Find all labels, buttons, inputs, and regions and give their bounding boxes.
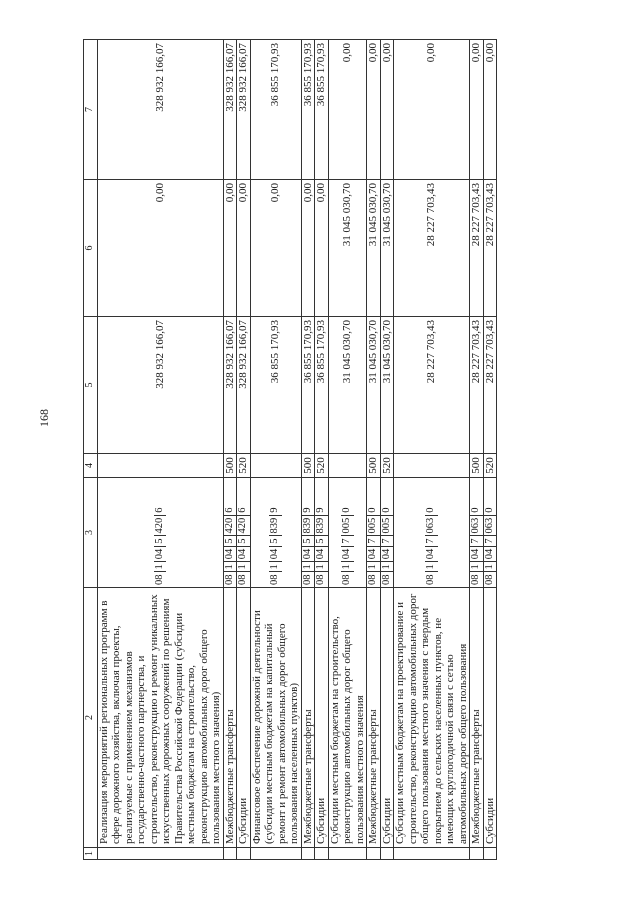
amount-cell-col7: 0,00: [483, 40, 497, 180]
code-segment: 0: [470, 507, 481, 513]
target-code-cell: [328, 478, 367, 588]
target-code-cell: [315, 478, 329, 588]
amount-cell-col5: 36 855 170,93: [250, 317, 301, 454]
amount-cell-col5: 328 932 166,07: [223, 317, 237, 454]
description-cell: Субсидии: [483, 588, 497, 848]
amount-cell-col5: 28 227 703,43: [470, 317, 484, 454]
code-segment: 5: [269, 536, 282, 546]
target-code-cell: [97, 478, 223, 588]
code-segment: 7: [425, 536, 438, 546]
code-segment: 063: [484, 515, 497, 536]
code-segment: 1: [341, 561, 354, 571]
row-number-cell: [367, 848, 381, 860]
amount-cell-col5: 28 227 703,43: [483, 317, 497, 454]
code-segment: 08: [470, 572, 483, 588]
description-cell: Межбюджетные трансферты: [367, 588, 381, 848]
amount-cell-col6: 28 227 703,43: [394, 180, 470, 317]
target-code-cell: [301, 478, 315, 588]
code-segment: 08: [224, 572, 237, 588]
code-segment: 5: [154, 536, 167, 546]
amount-cell-col5: 36 855 170,93: [301, 317, 315, 454]
expense-type-cell: 500: [470, 454, 484, 478]
amount-cell-col6: 0,00: [315, 180, 329, 317]
table-row: [328, 40, 367, 860]
amount-cell-col7: 328 932 166,07: [237, 40, 251, 180]
code-segment: 005: [381, 515, 394, 536]
expense-type-cell: 520: [483, 454, 497, 478]
code-segment: 5: [237, 536, 250, 546]
description-cell: Субсидии: [315, 588, 329, 848]
code-segment: 7: [341, 536, 354, 546]
code-segment: 08: [154, 572, 167, 588]
amount-cell-col5: 28 227 703,43: [394, 317, 470, 454]
code-segment: 1: [425, 561, 438, 571]
amount-cell-col7: 0,00: [367, 40, 381, 180]
table-row: [223, 40, 237, 860]
code-segment: 0: [425, 507, 437, 513]
expense-type-cell: 500: [223, 454, 237, 478]
code-segment: 420: [154, 515, 167, 536]
amount-cell-col7: 36 855 170,93: [301, 40, 315, 180]
code-segment: 04: [381, 546, 394, 562]
code-segment: 1: [302, 561, 315, 571]
code-segment: 1: [367, 561, 380, 571]
code-segment: 7: [470, 536, 483, 546]
code-segment: 04: [237, 546, 250, 562]
code-segment: 1: [381, 561, 394, 571]
amount-cell-col6: 0,00: [223, 180, 237, 317]
code-segment: 08: [315, 572, 328, 588]
code-segment: 08: [381, 572, 394, 588]
code-segment: 04: [302, 546, 315, 562]
rotated-table-container: [83, 40, 628, 860]
description-cell: Субсидии местным бюджетам на строительство, реконструкцию автомобильных дорог общего пользования местного значения: [328, 588, 367, 848]
code-segment: 08: [341, 572, 354, 588]
amount-cell-col6: 28 227 703,43: [470, 180, 484, 317]
amount-cell-col6: 0,00: [237, 180, 251, 317]
code-segment: 08: [237, 572, 250, 588]
amount-cell-col7: 0,00: [470, 40, 484, 180]
code-segment: 1: [315, 561, 328, 571]
target-code-cell: [470, 478, 484, 588]
amount-cell-col6: 31 045 030,70: [367, 180, 381, 317]
code-segment: 1: [154, 561, 167, 571]
row-number-cell: [394, 848, 470, 860]
amount-cell-col6: 31 045 030,70: [380, 180, 394, 317]
code-segment: 08: [367, 572, 380, 588]
target-code-cell: [483, 478, 497, 588]
code-segment: 04: [425, 546, 438, 562]
table-row: [483, 40, 497, 860]
code-segment: 9: [301, 507, 313, 513]
row-number-cell: [315, 848, 329, 860]
code-segment: 1: [237, 561, 250, 571]
column-header: 2: [84, 588, 98, 848]
code-segment: 08: [269, 572, 282, 588]
code-segment: 839: [315, 515, 328, 536]
code-segment: 839: [302, 515, 315, 536]
code-segment: 04: [341, 546, 354, 562]
row-number-cell: [301, 848, 315, 860]
code-segment: 08: [302, 572, 315, 588]
amount-cell-col6: 0,00: [301, 180, 315, 317]
column-header: 1: [84, 848, 98, 860]
code-segment: 6: [237, 507, 248, 513]
code-segment: 04: [224, 546, 237, 562]
table-row: [250, 40, 301, 860]
code-segment: 5: [302, 536, 315, 546]
table-body: [97, 40, 497, 860]
amount-cell-col6: 0,00: [97, 180, 223, 317]
row-number-cell: [250, 848, 301, 860]
description-cell: Межбюджетные трансферты: [470, 588, 484, 848]
code-segment: 1: [484, 561, 497, 571]
code-segment: 839: [269, 515, 282, 536]
target-code-cell: [367, 478, 381, 588]
code-segment: 1: [269, 561, 282, 571]
amount-cell-col5: 31 045 030,70: [367, 317, 381, 454]
column-header: 7: [84, 40, 98, 180]
column-header: 3: [84, 478, 98, 588]
amount-cell-col7: 36 855 170,93: [315, 40, 329, 180]
code-segment: 5: [315, 536, 328, 546]
expense-type-cell: 500: [367, 454, 381, 478]
code-segment: 04: [315, 546, 328, 562]
code-segment: 6: [153, 507, 165, 513]
code-segment: 9: [315, 507, 326, 513]
amount-cell-col5: 31 045 030,70: [380, 317, 394, 454]
code-segment: 420: [237, 515, 250, 536]
expense-type-cell: 520: [315, 454, 329, 478]
expense-type-cell: [97, 454, 223, 478]
amount-cell-col7: 328 932 166,07: [97, 40, 223, 180]
code-segment: 9: [269, 507, 281, 513]
amount-cell-col5: 328 932 166,07: [237, 317, 251, 454]
description-cell: Межбюджетные трансферты: [301, 588, 315, 848]
expense-type-cell: 520: [237, 454, 251, 478]
code-segment: 08: [425, 572, 438, 588]
budget-table: [83, 39, 497, 860]
code-segment: 04: [269, 546, 282, 562]
code-segment: 420: [224, 515, 237, 536]
target-code-cell: [380, 478, 394, 588]
description-cell: Субсидии: [380, 588, 394, 848]
table-row: [97, 40, 223, 860]
expense-type-cell: 500: [301, 454, 315, 478]
code-segment: 04: [484, 546, 497, 562]
table-row: [394, 40, 470, 860]
code-segment: 0: [483, 507, 495, 513]
amount-cell-col6: 28 227 703,43: [483, 180, 497, 317]
code-segment: 063: [470, 515, 483, 536]
column-header: 6: [84, 180, 98, 317]
code-segment: 7: [381, 536, 394, 546]
amount-cell-col6: 31 045 030,70: [328, 180, 367, 317]
target-code-cell: [223, 478, 237, 588]
row-number-cell: [223, 848, 237, 860]
target-code-cell: [394, 478, 470, 588]
description-cell: Субсидии: [237, 588, 251, 848]
code-segment: 5: [224, 536, 237, 546]
expense-type-cell: 520: [380, 454, 394, 478]
page-number: 168: [37, 409, 51, 427]
expense-type-cell: [250, 454, 301, 478]
code-segment: 063: [425, 515, 438, 536]
table-row: [301, 40, 315, 860]
code-segment: 1: [470, 561, 483, 571]
table-row: [367, 40, 381, 860]
amount-cell-col7: 0,00: [328, 40, 367, 180]
target-code-cell: [250, 478, 301, 588]
code-segment: 04: [154, 546, 167, 562]
amount-cell-col7: 36 855 170,93: [250, 40, 301, 180]
amount-cell-col7: 0,00: [394, 40, 470, 180]
amount-cell-col6: 0,00: [250, 180, 301, 317]
code-segment: 005: [341, 515, 354, 536]
expense-type-cell: [328, 454, 367, 478]
code-segment: 7: [367, 536, 380, 546]
row-number-cell: [328, 848, 367, 860]
amount-cell-col5: 36 855 170,93: [315, 317, 329, 454]
column-header: 5: [84, 317, 98, 454]
header-row: [84, 40, 98, 860]
description-cell: Межбюджетные трансферты: [223, 588, 237, 848]
column-header: 4: [84, 454, 98, 478]
code-segment: 08: [484, 572, 497, 588]
row-number-cell: [380, 848, 394, 860]
code-segment: 04: [367, 546, 380, 562]
description-cell: Финансовое обеспечение дорожной деятельности (субсидии местным бюджетам на капитальный ремонт и ремонт автомобильных дорог общего пользования населенных пунктов): [250, 588, 301, 848]
description-cell: Реализация мероприятий региональных программ в сфере дорожного хозяйства, включая проекты, реализуемые с применением механизмов государственно-частного партнерства, и строительство, реконструкцию и ремонт уникальных искусственных дорожных сооружений по решениям Правительства Российской Федерации (субсидии местным бюджетам на строительство, реконструкцию автомобильных дорог общего пользования местного значения): [97, 588, 223, 848]
row-number-cell: [483, 848, 497, 860]
table-row: [380, 40, 394, 860]
code-segment: 0: [341, 507, 352, 513]
code-segment: 0: [380, 507, 392, 513]
code-segment: 0: [367, 507, 378, 513]
row-number-cell: [237, 848, 251, 860]
code-segment: 1: [224, 561, 237, 571]
amount-cell-col5: 328 932 166,07: [97, 317, 223, 454]
code-segment: 005: [367, 515, 380, 536]
amount-cell-col7: 328 932 166,07: [223, 40, 237, 180]
code-segment: 6: [223, 507, 235, 513]
description-cell: Субсидии местным бюджетам на проектирование и строительство, реконструкцию автомобильных дорог общего пользования местного значения с твердым покрытием до сельских населенных пунктов, не имеющих круглогодичной связи с сетью автомобильных дорог общего пользования: [394, 588, 470, 848]
code-segment: 04: [470, 546, 483, 562]
code-segment: 7: [484, 536, 497, 546]
table-row: [315, 40, 329, 860]
row-number-cell: [470, 848, 484, 860]
amount-cell-col5: 31 045 030,70: [328, 317, 367, 454]
table-row: [470, 40, 484, 860]
expense-type-cell: [394, 454, 470, 478]
row-number-cell: [97, 848, 223, 860]
table-row: [237, 40, 251, 860]
target-code-cell: [237, 478, 251, 588]
amount-cell-col7: 0,00: [380, 40, 394, 180]
